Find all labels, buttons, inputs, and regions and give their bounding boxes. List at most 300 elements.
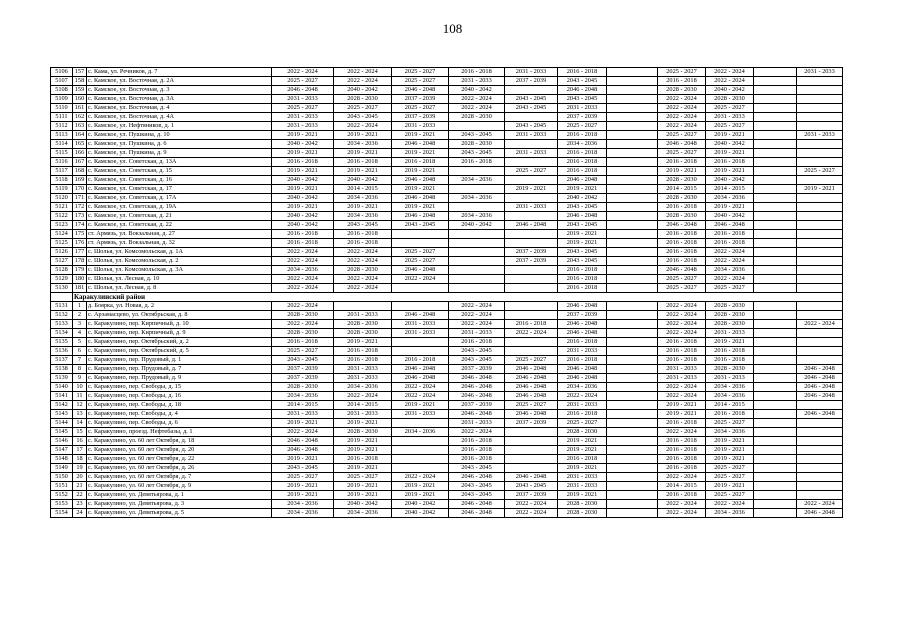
address-cell: с. Каракулино, пер. Свободы, д. 16 xyxy=(87,392,272,401)
period-cell: 2016 - 2018 xyxy=(558,275,607,284)
period-cell: 2019 - 2021 xyxy=(334,464,392,473)
period-cell: 2022 - 2024 xyxy=(272,284,334,293)
local-number-cell: 157 xyxy=(73,68,87,77)
period-cell: 2037 - 2039 xyxy=(505,257,558,266)
period-cell: 2037 - 2039 xyxy=(558,113,607,122)
period-cell xyxy=(505,455,558,464)
row-number-cell: 5137 xyxy=(51,356,73,365)
period-cell: 2046 - 2048 xyxy=(558,374,607,383)
period-cell: 2019 - 2021 xyxy=(658,410,706,419)
period-cell xyxy=(607,473,658,482)
address-cell: с. Камское, ул. Советская, д. 22 xyxy=(87,221,272,230)
period-cell: 2034 - 2036 xyxy=(449,194,505,203)
local-number-cell: 168 xyxy=(73,167,87,176)
period-cell: 2040 - 2042 xyxy=(272,176,334,185)
period-cell: 2040 - 2042 xyxy=(272,212,334,221)
period-cell: 2040 - 2042 xyxy=(392,509,449,518)
table-row xyxy=(51,167,843,176)
period-cell: 2022 - 2024 xyxy=(658,500,706,509)
table-row xyxy=(51,437,843,446)
local-number-cell: 179 xyxy=(73,266,87,275)
period-cell xyxy=(392,347,449,356)
period-cell: 2016 - 2018 xyxy=(558,131,607,140)
table-row xyxy=(51,257,843,266)
period-cell: 2022 - 2024 xyxy=(392,392,449,401)
period-cell: 2031 - 2033 xyxy=(505,131,558,140)
local-number-cell: 159 xyxy=(73,86,87,95)
period-cell: 2022 - 2024 xyxy=(706,77,754,86)
district-title: Каракулинский район xyxy=(73,293,843,302)
period-cell xyxy=(607,275,658,284)
period-cell: 2022 - 2024 xyxy=(658,392,706,401)
period-cell: 2025 - 2027 xyxy=(505,167,558,176)
period-cell: 2046 - 2048 xyxy=(449,410,505,419)
row-number-cell: 5131 xyxy=(51,302,73,311)
period-cell xyxy=(797,203,843,212)
period-cell: 2016 - 2018 xyxy=(334,455,392,464)
row-number-cell: 5153 xyxy=(51,500,73,509)
local-number-cell: 161 xyxy=(73,104,87,113)
address-cell: с. Шолья, ул. Лесная, д. 10 xyxy=(87,275,272,284)
period-cell xyxy=(754,365,797,374)
period-cell: 2022 - 2024 xyxy=(392,275,449,284)
table-row xyxy=(51,509,843,518)
address-cell: с. Каракулино, ул. Девятьярова, д. 1 xyxy=(87,491,272,500)
period-cell: 2040 - 2042 xyxy=(706,140,754,149)
table-row xyxy=(51,113,843,122)
local-number-cell: 18 xyxy=(73,455,87,464)
period-cell: 2016 - 2018 xyxy=(449,68,505,77)
period-cell xyxy=(607,401,658,410)
period-cell: 2019 - 2021 xyxy=(392,482,449,491)
period-cell: 2034 - 2036 xyxy=(706,194,754,203)
period-cell: 2046 - 2048 xyxy=(558,212,607,221)
period-cell: 2014 - 2015 xyxy=(272,401,334,410)
period-cell: 2028 - 2030 xyxy=(706,365,754,374)
period-cell xyxy=(607,410,658,419)
period-cell xyxy=(797,311,843,320)
row-number-cell: 5114 xyxy=(51,140,73,149)
address-cell: с. Каракулино, пер. Октябрьский, д. 5 xyxy=(87,347,272,356)
address-cell: с. Камское, ул. Пушкина, д. 6 xyxy=(87,140,272,149)
period-cell: 2046 - 2048 xyxy=(505,392,558,401)
period-cell xyxy=(754,374,797,383)
period-cell xyxy=(505,212,558,221)
period-cell: 2022 - 2024 xyxy=(658,311,706,320)
period-cell: 2016 - 2018 xyxy=(658,437,706,446)
table-row xyxy=(51,419,843,428)
address-cell: с. Камское, ул. Советская, д. 16 xyxy=(87,176,272,185)
period-cell: 2016 - 2018 xyxy=(658,347,706,356)
period-cell: 2022 - 2024 xyxy=(658,428,706,437)
table-row xyxy=(51,185,843,194)
period-cell xyxy=(607,203,658,212)
period-cell: 2028 - 2030 xyxy=(706,320,754,329)
period-cell: 2019 - 2021 xyxy=(272,167,334,176)
period-cell: 2046 - 2048 xyxy=(558,176,607,185)
period-cell: 2031 - 2033 xyxy=(558,347,607,356)
period-cell: 2019 - 2021 xyxy=(272,131,334,140)
period-cell xyxy=(449,122,505,131)
table-row xyxy=(51,464,843,473)
period-cell: 2028 - 2030 xyxy=(558,509,607,518)
period-cell xyxy=(505,446,558,455)
period-cell: 2043 - 2045 xyxy=(449,356,505,365)
row-number-cell: 5125 xyxy=(51,239,73,248)
period-cell xyxy=(754,176,797,185)
period-cell: 2025 - 2027 xyxy=(334,104,392,113)
period-cell: 2025 - 2027 xyxy=(658,131,706,140)
period-cell: 2028 - 2030 xyxy=(658,194,706,203)
period-cell: 2016 - 2018 xyxy=(658,338,706,347)
local-number-cell: 178 xyxy=(73,257,87,266)
period-cell: 2031 - 2033 xyxy=(272,113,334,122)
period-cell: 2046 - 2048 xyxy=(658,140,706,149)
local-number-cell: 160 xyxy=(73,95,87,104)
table-row xyxy=(51,311,843,320)
period-cell: 2022 - 2024 xyxy=(334,248,392,257)
period-cell: 2019 - 2021 xyxy=(272,482,334,491)
period-cell: 2043 - 2045 xyxy=(449,464,505,473)
period-cell xyxy=(797,338,843,347)
period-cell: 2025 - 2027 xyxy=(658,284,706,293)
address-cell: с. Каракулино, ул. 60 лет Октября, д. 26 xyxy=(87,464,272,473)
period-cell xyxy=(754,104,797,113)
period-cell: 2046 - 2048 xyxy=(797,383,843,392)
period-cell: 2025 - 2027 xyxy=(797,167,843,176)
period-cell: 2016 - 2018 xyxy=(334,158,392,167)
table-row xyxy=(51,176,843,185)
period-cell: 2019 - 2021 xyxy=(505,185,558,194)
period-cell xyxy=(797,113,843,122)
address-cell: с. Каракулино, пер. Октябрьский, д. 2 xyxy=(87,338,272,347)
period-cell: 2016 - 2018 xyxy=(706,239,754,248)
period-cell xyxy=(607,311,658,320)
period-cell: 2016 - 2018 xyxy=(658,248,706,257)
period-cell: 2022 - 2024 xyxy=(334,392,392,401)
period-cell: 2022 - 2024 xyxy=(658,302,706,311)
period-cell xyxy=(449,266,505,275)
period-cell: 2043 - 2045 xyxy=(558,221,607,230)
local-number-cell: 166 xyxy=(73,149,87,158)
period-cell xyxy=(607,437,658,446)
period-cell: 2046 - 2048 xyxy=(392,176,449,185)
period-cell: 2028 - 2030 xyxy=(706,311,754,320)
period-cell xyxy=(754,275,797,284)
period-cell: 2028 - 2030 xyxy=(658,86,706,95)
period-cell: 2031 - 2033 xyxy=(706,329,754,338)
row-number-cell: 5116 xyxy=(51,158,73,167)
period-cell: 2031 - 2033 xyxy=(797,68,843,77)
period-cell xyxy=(607,158,658,167)
period-cell: 2034 - 2036 xyxy=(334,194,392,203)
local-number-cell: 3 xyxy=(73,320,87,329)
period-cell: 2040 - 2042 xyxy=(272,140,334,149)
local-number-cell: 7 xyxy=(73,356,87,365)
period-cell: 2034 - 2036 xyxy=(558,140,607,149)
period-cell: 2025 - 2027 xyxy=(706,464,754,473)
period-cell: 2019 - 2021 xyxy=(392,491,449,500)
period-cell: 2046 - 2048 xyxy=(392,311,449,320)
period-cell: 2016 - 2018 xyxy=(658,455,706,464)
period-cell xyxy=(607,77,658,86)
period-cell: 2022 - 2024 xyxy=(658,473,706,482)
local-number-cell: 5 xyxy=(73,338,87,347)
address-cell: с. Камское, ул. Восточная, д. 2А xyxy=(87,77,272,86)
period-cell: 2034 - 2036 xyxy=(272,509,334,518)
period-cell xyxy=(754,158,797,167)
table-row xyxy=(51,203,843,212)
period-cell xyxy=(607,140,658,149)
period-cell: 2037 - 2039 xyxy=(392,113,449,122)
period-cell: 2016 - 2018 xyxy=(658,419,706,428)
period-cell: 2034 - 2036 xyxy=(706,392,754,401)
period-cell xyxy=(797,104,843,113)
period-cell: 2022 - 2024 xyxy=(449,428,505,437)
period-cell: 2034 - 2036 xyxy=(334,383,392,392)
address-cell: с. Каракулино, ул. 60 лет Октября, д. 7 xyxy=(87,473,272,482)
address-cell: с. Каракулино, пер. Свободы, д. 4 xyxy=(87,410,272,419)
period-cell: 2016 - 2018 xyxy=(558,338,607,347)
period-cell xyxy=(607,419,658,428)
period-cell: 2037 - 2039 xyxy=(449,365,505,374)
address-cell: с. Камское, ул. Пушкина, д. 9 xyxy=(87,149,272,158)
period-cell xyxy=(797,482,843,491)
table-row xyxy=(51,95,843,104)
period-cell: 2046 - 2048 xyxy=(449,500,505,509)
period-cell: 2022 - 2024 xyxy=(392,383,449,392)
table-row xyxy=(51,302,843,311)
period-cell: 2046 - 2048 xyxy=(505,365,558,374)
address-cell: с. Каракулино, проезд. Нефтебазы, д. 1 xyxy=(87,428,272,437)
period-cell: 2037 - 2039 xyxy=(272,374,334,383)
period-cell: 2016 - 2018 xyxy=(558,455,607,464)
period-cell xyxy=(607,464,658,473)
period-cell: 2046 - 2048 xyxy=(797,509,843,518)
period-cell: 2025 - 2027 xyxy=(706,104,754,113)
period-cell xyxy=(505,140,558,149)
address-cell: с. Камское, ул. Советская, д. 13А xyxy=(87,158,272,167)
period-cell xyxy=(754,167,797,176)
row-number-cell: 5135 xyxy=(51,338,73,347)
local-number-cell: 10 xyxy=(73,383,87,392)
period-cell: 2016 - 2018 xyxy=(706,230,754,239)
local-number-cell: 176 xyxy=(73,239,87,248)
local-number-cell: 173 xyxy=(73,212,87,221)
period-cell: 2031 - 2033 xyxy=(272,122,334,131)
address-cell: с. Камское, ул. Восточная, д. 3 xyxy=(87,86,272,95)
period-cell xyxy=(449,167,505,176)
period-cell xyxy=(754,437,797,446)
period-cell: 2028 - 2030 xyxy=(334,329,392,338)
period-cell xyxy=(754,77,797,86)
period-cell xyxy=(754,131,797,140)
period-cell: 2022 - 2024 xyxy=(658,329,706,338)
row-number-cell: 5129 xyxy=(51,275,73,284)
period-cell: 2031 - 2033 xyxy=(505,203,558,212)
table-row xyxy=(51,104,843,113)
table-row xyxy=(51,347,843,356)
period-cell: 2019 - 2021 xyxy=(797,185,843,194)
period-cell: 2031 - 2033 xyxy=(706,374,754,383)
period-cell xyxy=(449,239,505,248)
period-cell xyxy=(607,509,658,518)
local-number-cell: 14 xyxy=(73,419,87,428)
period-cell xyxy=(607,221,658,230)
period-cell xyxy=(607,428,658,437)
period-cell xyxy=(754,185,797,194)
period-cell: 2043 - 2045 xyxy=(558,248,607,257)
period-cell xyxy=(797,437,843,446)
address-cell: с. Камское, ул. Восточная, д. 4 xyxy=(87,104,272,113)
period-cell: 2046 - 2048 xyxy=(272,437,334,446)
period-cell xyxy=(607,230,658,239)
row-number-cell: 5113 xyxy=(51,131,73,140)
period-cell: 2022 - 2024 xyxy=(272,302,334,311)
address-cell: с. Камское, ул. Советская, д. 17 xyxy=(87,185,272,194)
period-cell xyxy=(607,491,658,500)
period-cell: 2025 - 2027 xyxy=(272,473,334,482)
period-cell: 2016 - 2018 xyxy=(658,158,706,167)
period-cell: 2019 - 2021 xyxy=(558,446,607,455)
period-cell: 2016 - 2018 xyxy=(558,356,607,365)
period-cell: 2040 - 2042 xyxy=(392,500,449,509)
period-cell: 2046 - 2048 xyxy=(505,221,558,230)
period-cell: 2040 - 2042 xyxy=(449,221,505,230)
period-cell: 2037 - 2039 xyxy=(505,419,558,428)
period-cell xyxy=(797,284,843,293)
row-number-cell: 5141 xyxy=(51,392,73,401)
local-number-cell: 4 xyxy=(73,329,87,338)
period-cell: 2025 - 2027 xyxy=(505,356,558,365)
period-cell: 2022 - 2024 xyxy=(334,68,392,77)
period-cell xyxy=(607,365,658,374)
period-cell: 2016 - 2018 xyxy=(272,239,334,248)
row-number-cell: 5115 xyxy=(51,149,73,158)
local-number-cell: 163 xyxy=(73,122,87,131)
period-cell xyxy=(449,203,505,212)
period-cell: 2025 - 2027 xyxy=(392,104,449,113)
period-cell: 2037 - 2039 xyxy=(449,401,505,410)
local-number-cell: 17 xyxy=(73,446,87,455)
period-cell xyxy=(797,329,843,338)
period-cell: 2016 - 2018 xyxy=(334,356,392,365)
period-cell xyxy=(607,320,658,329)
row-number-cell: 5106 xyxy=(51,68,73,77)
table-row xyxy=(51,455,843,464)
address-cell: с. Каракулино, ул. Девятьярова, д. 5 xyxy=(87,509,272,518)
period-cell: 2014 - 2015 xyxy=(658,482,706,491)
table-row xyxy=(51,446,843,455)
row-number-cell: 5110 xyxy=(51,104,73,113)
period-cell: 2031 - 2033 xyxy=(449,77,505,86)
period-cell: 2019 - 2021 xyxy=(558,464,607,473)
local-number-cell: 16 xyxy=(73,437,87,446)
table-row xyxy=(51,266,843,275)
period-cell: 2031 - 2033 xyxy=(334,374,392,383)
address-cell: с. Каракулино, пер. Прудовый, д. 1 xyxy=(87,356,272,365)
period-cell xyxy=(607,338,658,347)
period-cell: 2016 - 2018 xyxy=(558,149,607,158)
period-cell: 2046 - 2048 xyxy=(558,329,607,338)
period-cell: 2019 - 2021 xyxy=(706,338,754,347)
period-cell xyxy=(392,230,449,239)
period-cell: 2022 - 2024 xyxy=(334,77,392,86)
period-cell: 2022 - 2024 xyxy=(449,302,505,311)
period-cell: 2022 - 2024 xyxy=(272,428,334,437)
schedule-table xyxy=(50,67,843,518)
period-cell: 2025 - 2027 xyxy=(334,473,392,482)
period-cell xyxy=(392,446,449,455)
period-cell: 2019 - 2021 xyxy=(706,446,754,455)
period-cell: 2043 - 2045 xyxy=(272,464,334,473)
period-cell: 2034 - 2036 xyxy=(449,176,505,185)
period-cell: 2046 - 2048 xyxy=(392,266,449,275)
table-row xyxy=(51,473,843,482)
period-cell: 2016 - 2018 xyxy=(658,257,706,266)
period-cell: 2014 - 2015 xyxy=(334,185,392,194)
row-number-cell: 5136 xyxy=(51,347,73,356)
period-cell: 2016 - 2018 xyxy=(392,158,449,167)
address-cell: с. Камское, ул. Советская, д. 19А xyxy=(87,203,272,212)
period-cell: 2022 - 2024 xyxy=(797,320,843,329)
period-cell xyxy=(754,194,797,203)
period-cell xyxy=(797,491,843,500)
period-cell: 2031 - 2033 xyxy=(334,410,392,419)
period-cell xyxy=(505,311,558,320)
period-cell xyxy=(505,158,558,167)
table-row xyxy=(51,374,843,383)
period-cell xyxy=(607,383,658,392)
period-cell: 2028 - 2030 xyxy=(558,428,607,437)
period-cell: 2016 - 2018 xyxy=(449,437,505,446)
period-cell: 2046 - 2048 xyxy=(505,473,558,482)
period-cell: 2046 - 2048 xyxy=(797,374,843,383)
row-number-cell: 5134 xyxy=(51,329,73,338)
period-cell: 2022 - 2024 xyxy=(658,95,706,104)
period-cell xyxy=(797,212,843,221)
period-cell: 2022 - 2024 xyxy=(706,275,754,284)
period-cell: 2043 - 2045 xyxy=(505,482,558,491)
period-cell: 2034 - 2036 xyxy=(334,212,392,221)
period-cell: 2022 - 2024 xyxy=(505,509,558,518)
address-cell: с. Каракулино, ул. Девятьярова, д. 3 xyxy=(87,500,272,509)
period-cell: 2043 - 2045 xyxy=(449,131,505,140)
row-number-cell: 5142 xyxy=(51,401,73,410)
period-cell: 2014 - 2015 xyxy=(706,185,754,194)
address-cell: с. Камское, ул. Советская, д. 17А xyxy=(87,194,272,203)
period-cell: 2028 - 2030 xyxy=(334,428,392,437)
period-cell: 2014 - 2015 xyxy=(334,401,392,410)
period-cell xyxy=(754,320,797,329)
period-cell: 2031 - 2033 xyxy=(272,410,334,419)
period-cell: 2025 - 2027 xyxy=(706,491,754,500)
period-cell: 2019 - 2021 xyxy=(334,482,392,491)
period-cell: 2028 - 2030 xyxy=(658,176,706,185)
table-row xyxy=(51,239,843,248)
period-cell: 2019 - 2021 xyxy=(706,131,754,140)
period-cell: 2043 - 2045 xyxy=(272,356,334,365)
period-cell: 2016 - 2018 xyxy=(658,356,706,365)
period-cell xyxy=(505,86,558,95)
period-cell xyxy=(754,248,797,257)
period-cell: 2022 - 2024 xyxy=(334,284,392,293)
period-cell: 2046 - 2048 xyxy=(797,410,843,419)
period-cell xyxy=(754,446,797,455)
period-cell: 2040 - 2042 xyxy=(334,500,392,509)
period-cell xyxy=(754,509,797,518)
table-row xyxy=(51,68,843,77)
